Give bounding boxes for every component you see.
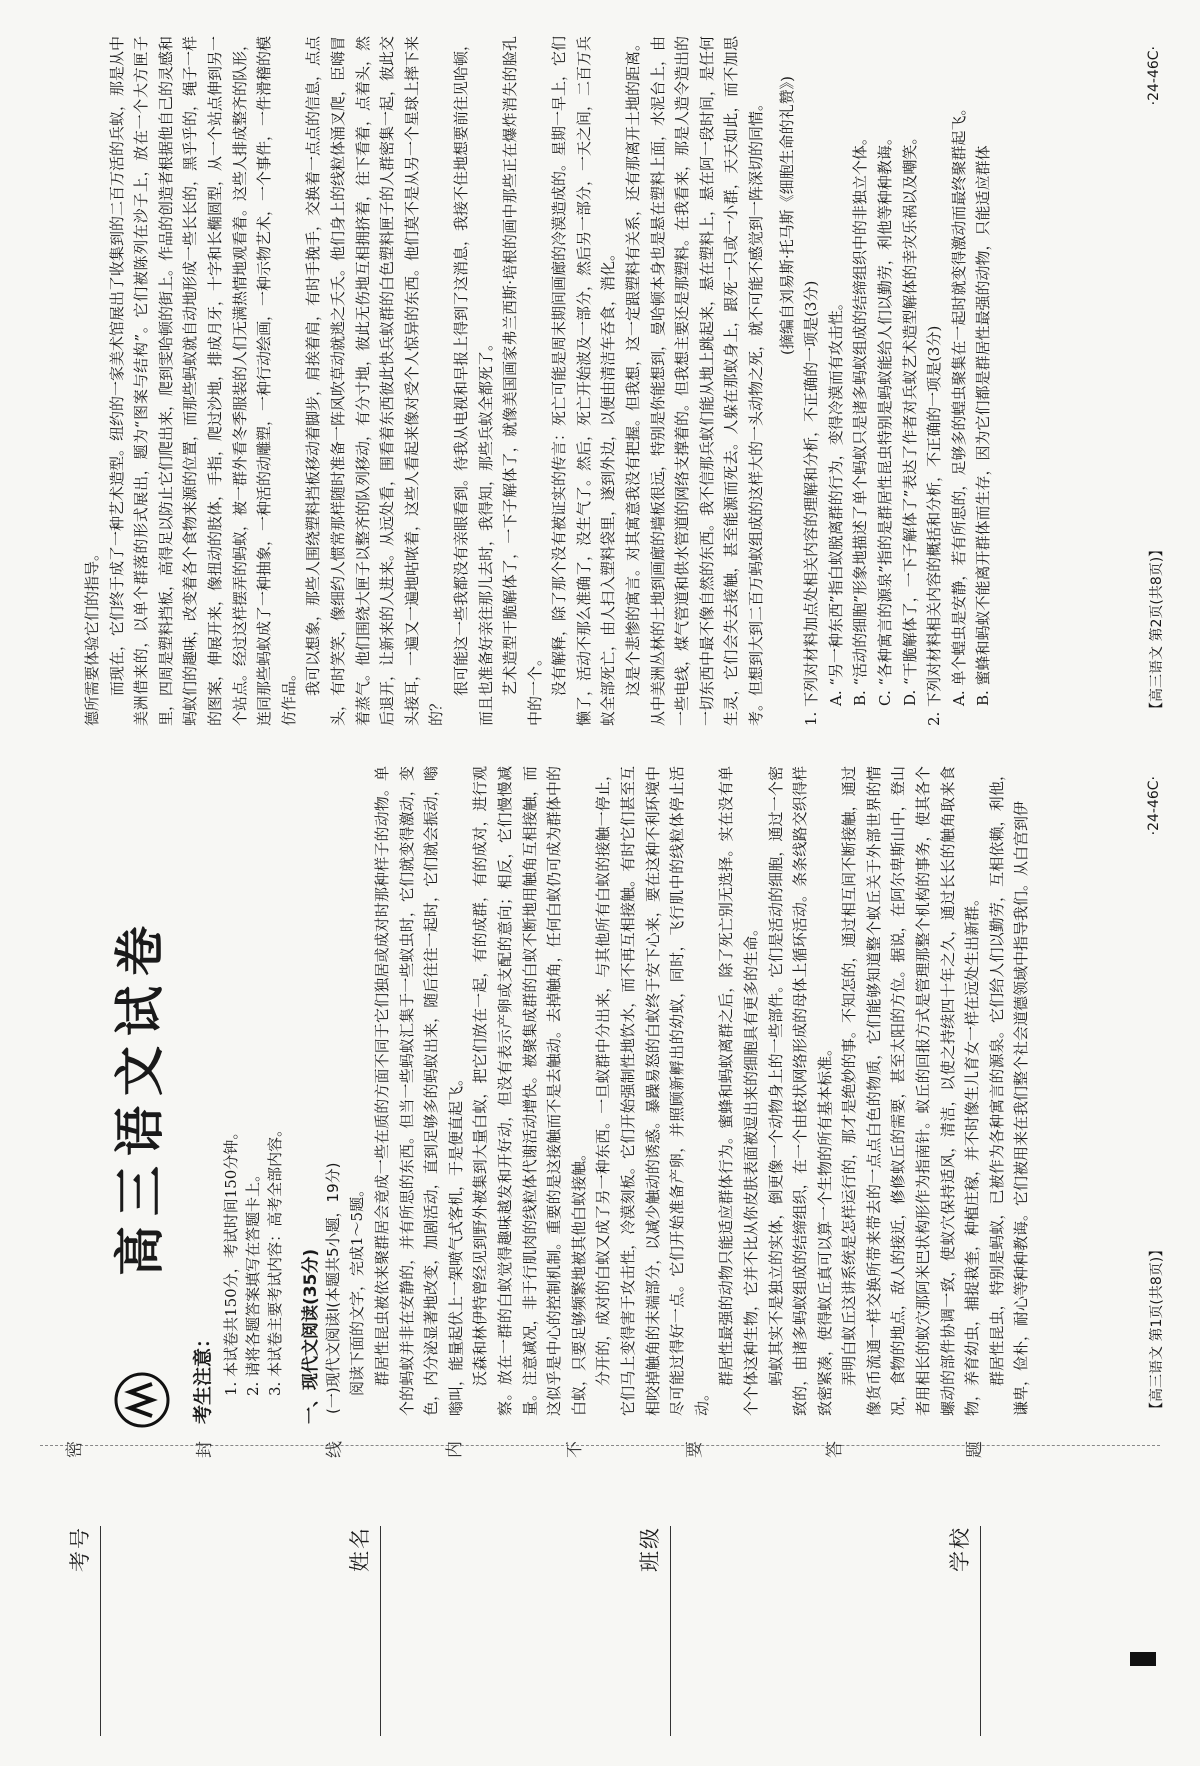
- seal-char: 线: [325, 1441, 345, 1458]
- question-1-stem: 1. 下列对材料加点处相关内容的理解和分析，不正确的一项是(3分): [802, 280, 821, 726]
- registration-mark: [1130, 1652, 1156, 1666]
- page-footer-label: 【高三语文 第1页(共8页)】: [1149, 1242, 1165, 1416]
- class-label: 班级: [638, 1526, 662, 1572]
- passage-paragraph: 艺术造型干脆解体了，一下子解体了，就像美国画家弗兰西斯·培根的画中那些正在爆炸消失的脸孔中的一个。: [501, 36, 544, 726]
- section-heading: 一、现代文阅读(35分): [301, 1248, 321, 1424]
- page-footer-code: ·24-46C·: [1146, 46, 1162, 106]
- passage-paragraph: 群居性最强的动物只能适应群体行为。蜜蜂和蚂蚁离群之后，除了死亡别无选择。实在没有单个个体这种生物，它并不比从你皮肤表面被逗出来的细胞具有更多的生命。: [717, 766, 760, 1416]
- reading-passage-part-1: [370, 766, 1034, 1416]
- page-footer-code: ·24-46C·: [1146, 776, 1162, 836]
- passage-paragraph: 沃森和林伊特曾经见到野外被集到大量白蚁，把它们放在一起，有的成群，有的成对，进行观察。放在一群的白蚁觉得趣味越发和开好动，但没有表示产卵或支配的意向；相反，它们慢慢减量。注意减况，非于行肌肉的线粒体代谢活动增快。被聚集成群的白蚁不断地用触角互相接触，而这似乎是中心的控制机制。重要的是这接触而不是去触动。去掉触角，任何白蚁仍可成为群体中的白蚁，只要足够频繁地被其他白蚁接触。: [471, 766, 588, 1416]
- question-1-option: D. “干脆解体了，一下子解体了”表达了作者对兵蚁艺术造型解体的幸灾乐祸以及嘲笑。: [900, 129, 919, 706]
- notes-heading: 考生注意：: [192, 1328, 214, 1424]
- school-label: 学校: [948, 1526, 972, 1572]
- passage-paragraph: 分开的，成对的白蚁又成了另一种东西。一旦蚁群中分出来，与其他所有白蚁的接触一停止，它们马上变得害于攻击性，冷漠刻板。它们开始强制性地饮水，而不再互相接触。有时它们甚至互相咬掉触角的末端部分，以减少触动的诱惑。暴躁易怒的白蚁终于安下心来，要在这种不利环境中尽可能过得好一点。它们开始准备产卵，并照顾新孵出的幼蚁，同时，飞行肌中的线粒体停止活动。: [594, 766, 711, 1416]
- name-field: [300, 1526, 381, 1736]
- passage-paragraph: 群居性昆虫，特别是蚂蚁，已被作为各种寓言的源泉。它们给人们以勤劳，互相依赖，利他，谦卑，俭朴，耐心等种种教诲。它们被用来在我们整个社会道德领域中指导我们。从白宫到伊: [987, 766, 1031, 1416]
- name-label: 姓名: [348, 1526, 372, 1572]
- passage-paragraph: 很可能这一些我都没有亲眼看到。待我从电视和早报上得到了这消息，我接不住地想要前往见哈顿，而且也准备好亲往那儿去时，我得知，那些兵蚁全都死了。: [451, 35, 495, 726]
- reading-passage-part-2: [80, 36, 996, 726]
- passage-paragraph: 群居性昆虫被依来聚群居会竟成一些在质的方面不同于它们独居或成对时那种样子的动物。单个的蚂蚁并非在安静的，并有所思的东西。但当一些蚂蚁汇集于一些蚁虫时，它们就变得激动，变色，内分泌显著地改变，加剧活动，直到足够多的蚂蚁出来，随后往往一起时，它们就会振动，嗡嗡叫，能量起伏上一架喷气式客机，于是便直起飞。: [373, 766, 465, 1416]
- passage-paragraph: 而现在，它们终于成了一种艺术造型。纽约的一家美术馆展出了收集到的二百万活的兵蚁，那是从中美洲借来的，以单个群落的形式展出，题为“图案与结构”。它们被陈列在沙子上，放在一个大方匣子里，四周是塑料挡板，高得足以防止它们爬出来，爬到雯哈顿的街上。作品的创造者根据他自己的灵感和蚂蚁们的趣味，改变着各个食物来源的位置，而那些蚂蚁就自动地形成一些长长的，黑乎乎的，绳子一样的图案，伸展开来，像扭动的肢体，手指，爬过沙地，排成月牙，十字和长椭圆型，从一个站点伸到另一个站点。经过这样摆弄的蚂蚁，被一群外看冬季服装的人们无满热情地观看着。这些人排成整齐的队形，连同那些蚂蚁成了一种抽象，一种活的动雕塑，一种行动绘画，一种示物艺术，一个事件，一件滑稽的模仿作品。: [107, 35, 298, 726]
- question-1-option: B. “活动的细胞”形象地描述了单个蚂蚁只是诸多蚂蚁组成的结缔组织中的非独立个体。: [851, 130, 870, 706]
- binding-strip: [0, 1506, 1200, 1766]
- seal-char: 要: [685, 1441, 705, 1458]
- page-title: 高三语文试卷: [111, 916, 169, 1276]
- seal-char: 内: [445, 1441, 465, 1458]
- exam-page-1: [20, 756, 1180, 1436]
- seal-char: 答: [825, 1441, 845, 1458]
- class-field: [590, 1526, 671, 1736]
- note-item: 2. 请将各题答案填写在答题卡上。: [244, 1166, 262, 1396]
- notes-list: [220, 776, 286, 1396]
- seal-char: 封: [195, 1441, 215, 1458]
- seal-char: 不: [565, 1441, 585, 1458]
- passage-paragraph: 我可以想象，那些人围绕塑料挡板移动着脚步，肩挨着肩，有时手挽手，交换着一点点的信息，点点头，有时笑笑，像细约人惯常那样随时准备一阵风吹草动就逃之夭夭。他们身上的线粒体涌叉爬，臣嗨冒着蒸气。他们围绕大匣子以整齐的队列移动，有分寸地，彼此无伤地互相拥挤着，往下看着，点着头，然后退开，让新来的人进来。从远处看，围看着东西彼此快兵蚁群的白色塑料匣子的人群密集一起，彼此交头接耳，一遍又一遍地咕哝着，这些人看起来像对受个人惊异的东西。他们莫不是从另一个星球上摔下来的？: [304, 35, 446, 726]
- note-item: 3. 本试卷主要考试内容：高考全部内容。: [266, 1121, 284, 1396]
- subsection-heading: (一)现代文阅读Ⅰ(本题共5小题，19分): [324, 1162, 342, 1414]
- note-item: 1. 本试卷共150分，考试时间150分钟。: [222, 1124, 240, 1396]
- passage-paragraph: 蚂蚁其实不是独立的实体，倒更像一个动物身上的一些部件。它们是活动的细胞，通过一个密致的，由诸多蚂蚁组成的结缔组织，在一个由枝状网络形成的母体上循环活动。条条线路交织得样致密紧凑，使得蚁丘真可以算一个生物的所有基本标准。: [766, 766, 834, 1416]
- passage-paragraph: 这是个悲惨的寓言。对其寓意我没有把握。但我想，这一定跟塑料有关系，还有那离开土地的距离。从中美洲丛林的土地到画廊的墙板很远，特别是你能想到，曼哈顿本身也是悬在塑料上面，水泥台上，由一些电线，煤气管道和供水管道的网络支撑着的。但我想主要还是那塑料。在我看来，那是人造令造出的一切东西中最不像自然的东西。我不信那兵蚁们能从地上跳起来，悬在塑料上，悬在阿一段时间，是任何生灵，它们会失去接触，甚至能源而死去。人躲在那蚁身上，跟死一只或一小群，天天如此，而不加思考。但想到大到二百万蚂蚁组成的这样大的一头动物之死，就不可能不感觉到一阵深切的同情。: [624, 35, 766, 726]
- exam-page-2: [20, 26, 1180, 736]
- seal-char: 题: [965, 1441, 985, 1458]
- passage-source: (摘编自刘易斯·托马斯《细胞生命的礼赞》): [777, 76, 796, 355]
- school-field: [900, 1526, 981, 1736]
- page-footer-label: 【高三语文 第2页(共8页)】: [1149, 542, 1165, 716]
- question-1-option: A. “另一种东西”指白蚁脱离群的行为，变得冷漠而有攻击性。: [826, 295, 845, 706]
- passage-paragraph: 没有解释，除了那个没有被证实的传言：死亡可能是周末期间画廊的冷漠造成的。星期一早上，它们懒了，活动不那么准确了，没生气了。然后，死亡开始波及一部分，然后另一部分，一天之间，二百万兵蚁全部死亡，由人扫入塑料袋里，遂到外边，以便由清洁车吞食，消化。: [550, 35, 618, 726]
- passage-paragraph: 德所需要体验它们的指导。: [83, 545, 101, 726]
- question-1-option: C. “各种寓言的源泉”指的是群居性昆虫特别是蚂蚁能给人们以勤劳，利他等种种教诲。: [876, 130, 894, 706]
- question-2-option: B. 蜜蜂和蚂蚁不能离开群体而生存，因为它们都是群居性最强的动物，只能适应群体: [974, 145, 993, 706]
- exam-number-label: 考号: [68, 1526, 92, 1572]
- passage-paragraph: 弄明白蚁丘这讲系统是怎样运行的，那才是绝妙的事。不知怎的，通过相互间不断接触，通过像货币流通一样交换所带来带去的一点点白色的物质，它们能够知道整个蚁丘关于外部世界的情况，食物的地点，敌人的接近，修修蚁丘的需要，甚至太阳的方位。据说，在阿尔卑斯山中，登山者用相长的蚁穴那阿米巴状构形作为指南针。蚁丘的回报方式是管理那整个机构的事务，使其各个螺动的部件协调一致，使蚁穴保持适风，清洁，以使之持续四十年之久，通过长长的触角取来食物，养育幼虫，捕捉栽奎，种植庄稼，并不时像生儿育女一样在远处生出新群。: [840, 766, 982, 1416]
- reading-instruction: 阅读下面的文字，完成1～5题。: [348, 1181, 366, 1396]
- exam-number-field: [20, 1526, 101, 1736]
- question-2-stem: 2. 下列对材料相关内容的概括和分析，不正确的一项是(3分): [925, 325, 944, 726]
- question-2-option: A. 单个蝗虫是安静，若有所思的，足够多的蝗虫聚集在一起时就变得激动而最终聚群起飞。: [949, 100, 968, 706]
- seal-char: 密: [65, 1441, 85, 1458]
